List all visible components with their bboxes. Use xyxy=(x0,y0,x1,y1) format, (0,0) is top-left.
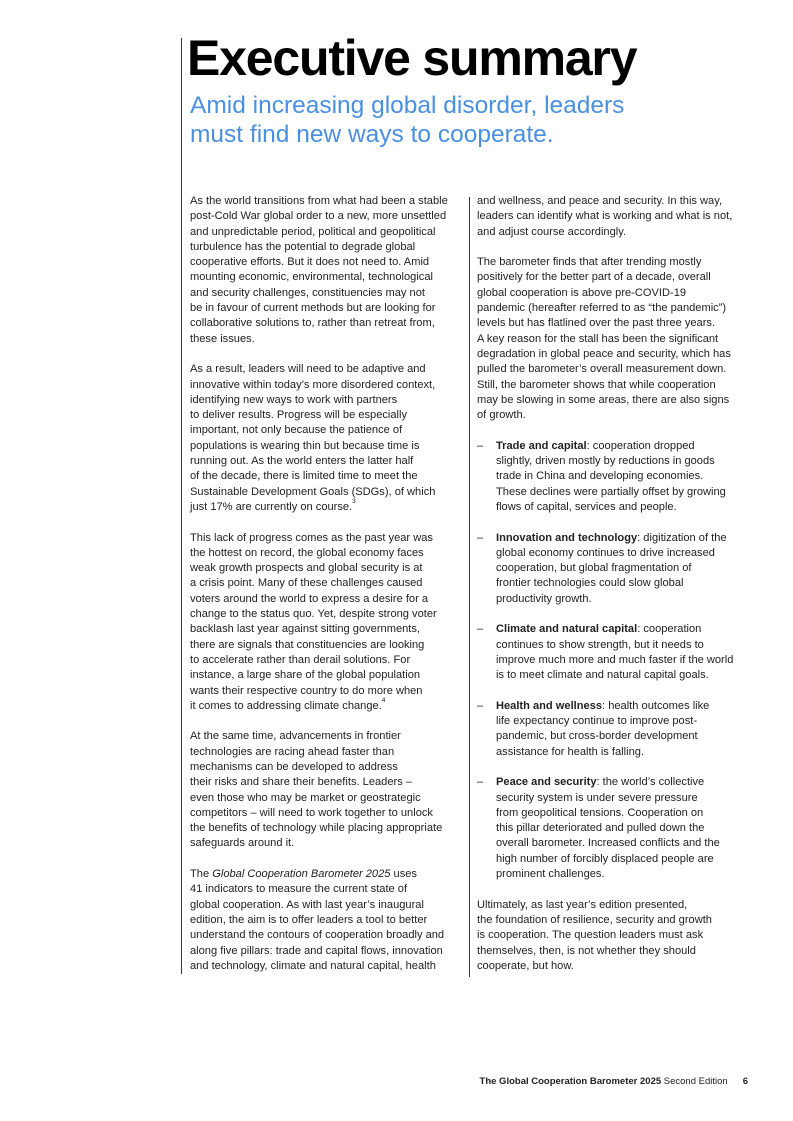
text-line: backlash last year against sitting governments, xyxy=(190,623,421,636)
text-line: running out. As the world enters the latter half xyxy=(190,455,414,468)
text-line: cooperative efforts. But it does not need to. Amid xyxy=(190,256,430,269)
text-line: Innovation and technology: digitization of the xyxy=(496,531,727,544)
pillar-name: Innovation and technology xyxy=(496,531,638,544)
pillar-item xyxy=(477,699,753,760)
text-line: edition, the aim is to offer leaders a tool to better xyxy=(190,913,428,926)
paragraph xyxy=(477,255,753,423)
text-line: important, not only because the patience of xyxy=(190,424,403,437)
paragraph xyxy=(190,194,462,347)
text-fragment: The xyxy=(190,868,210,881)
text-line: leaders can identify what is working and what is not, xyxy=(477,210,733,223)
text-line: the benefits of technology while placing appropriate xyxy=(190,822,443,835)
text-line: change to the status quo. Yet, despite strong voter xyxy=(190,608,437,621)
text-line: 41 indicators to measure the current state of xyxy=(190,883,408,896)
text-line: to accelerate rather than derail solutions. For xyxy=(190,653,411,666)
pillar-item xyxy=(477,531,753,607)
text-line: Peace and security: the world’s collective xyxy=(496,776,705,789)
right-column xyxy=(477,194,753,989)
text-line: levels but has flatlined over the past three years. xyxy=(477,317,716,330)
text-line: pandemic (hereafter referred to as “the pandemic”) xyxy=(477,302,727,315)
text-line: instance, a large share of the global population xyxy=(190,669,421,682)
text-fragment: just 17% are currently on course. xyxy=(190,500,353,513)
text-line: trade in China and developing economies. xyxy=(496,470,704,483)
text-line: pandemic, but cross-border development xyxy=(496,730,698,743)
text-line: even those who may be market or geostrategic xyxy=(190,791,421,804)
subtitle-line: must find new ways to cooperate. xyxy=(190,121,554,148)
text-line: These declines were partially offset by growing xyxy=(496,485,726,498)
text-line: the foundation of resilience, security and growth xyxy=(477,913,712,926)
left-column xyxy=(190,194,462,989)
text-line: Still, the barometer shows that while cooperation xyxy=(477,378,716,391)
text-line: is to meet climate and natural capital goals. xyxy=(496,669,709,682)
text-line: and security challenges, constituencies may not xyxy=(190,286,425,299)
bullet-dash: – xyxy=(477,623,484,636)
text-line: life expectancy continue to improve post- xyxy=(496,715,698,728)
text-line xyxy=(190,497,462,515)
text-line: improve much more and much faster if the world xyxy=(496,653,734,666)
footer-publication: The Global Cooperation Barometer 2025 xyxy=(479,1076,662,1087)
column-divider-rule xyxy=(469,197,470,977)
text-line: and unpredictable period, political and geopolitical xyxy=(190,225,436,238)
text-line: is cooperation. The question leaders must ask xyxy=(477,929,704,942)
text-fragment: it comes to addressing climate change. xyxy=(190,699,382,712)
text-line: may be slowing in some areas, there are also signs xyxy=(477,393,730,406)
paragraph xyxy=(190,362,462,515)
paragraph xyxy=(477,898,753,974)
page-title: Executive summary xyxy=(187,30,637,86)
pillar-name: Climate and natural capital xyxy=(496,623,638,636)
text-line: frontier technologies could slow global xyxy=(496,577,684,590)
page-number: 6 xyxy=(742,1076,748,1087)
text-line: to deliver results. Progress will be especially xyxy=(190,409,408,422)
pillar-name: Trade and capital xyxy=(496,439,587,452)
text-line: continues to show strength, but it needs to xyxy=(496,638,704,651)
text-line: innovative within today’s more disordered context, xyxy=(190,378,436,391)
text-line: a crisis point. Many of these challenges caused xyxy=(190,577,423,590)
text-line: the hottest on record, the global economy faces xyxy=(190,546,424,559)
text-line: their risks and share their benefits. Leaders – xyxy=(190,776,412,789)
text-line: along five pillars: trade and capital flows, innovation xyxy=(190,944,443,957)
text-line: and wellness, and peace and security. In this way, xyxy=(477,195,723,207)
text-line: populations is wearing thin but because time is xyxy=(190,439,420,452)
text-line: The barometer finds that after trending mostly xyxy=(477,256,702,269)
text-line: high number of forcibly displaced people are xyxy=(496,852,714,865)
text-line: Ultimately, as last year’s edition presented, xyxy=(477,898,688,911)
text-line: Climate and natural capital: cooperation xyxy=(496,623,702,636)
text-line xyxy=(190,696,462,714)
text-line: collaborative solutions to, rather than retreat from, xyxy=(190,317,435,330)
paragraph xyxy=(190,729,462,851)
text-line: this pillar deteriorated and pulled down the xyxy=(496,822,705,835)
text-line: mounting economic, environmental, technological xyxy=(190,271,433,284)
footnote-ref: 4 xyxy=(381,696,386,704)
text-line: assistance for health is falling. xyxy=(496,745,644,758)
page-footer xyxy=(0,1076,748,1087)
text-line: global cooperation is above pre-COVID-19 xyxy=(477,286,687,299)
text-line: voters around the world to express a desire for a xyxy=(190,592,429,605)
text-line: of growth. xyxy=(477,409,526,422)
footnote-ref: 3 xyxy=(352,497,356,505)
pillar-list xyxy=(477,439,753,883)
text-line: wants their respective country to do more when xyxy=(190,684,423,697)
bullet-dash: – xyxy=(477,776,484,789)
text-line: these issues. xyxy=(190,332,255,345)
text-line: be in favour of current methods but are looking for xyxy=(190,302,436,315)
text-line: overall barometer. Increased conflicts and the xyxy=(496,837,720,850)
text-line: and technology, climate and natural capital, health xyxy=(190,959,436,972)
page-subtitle xyxy=(190,91,710,149)
text-line: Health and wellness: health outcomes like xyxy=(496,699,710,712)
text-line: cooperation, but global fragmentation of xyxy=(496,562,692,575)
paragraph xyxy=(190,531,462,715)
bullet-dash: – xyxy=(477,439,484,452)
text-line: Trade and capital: cooperation dropped xyxy=(496,439,695,452)
text-line: degradation in global peace and security, which has xyxy=(477,347,731,360)
text-line: themselves, then, is not whether they should xyxy=(477,944,696,957)
text-line: identifying new ways to work with partners xyxy=(190,393,398,406)
text-line: prominent challenges. xyxy=(496,868,605,881)
text-line: security system is under severe pressure xyxy=(496,791,698,804)
bullet-dash: – xyxy=(477,699,484,712)
text-line: As a result, leaders will need to be adaptive and xyxy=(190,363,426,376)
publication-title: Global Cooperation Barometer 2025 xyxy=(212,868,391,881)
text-line: As the world transitions from what had been a stable xyxy=(190,195,448,207)
text-line: weak growth prospects and global security is at xyxy=(190,562,423,575)
text-line: mechanisms can be developed to address xyxy=(190,760,398,773)
text-line: post-Cold War global order to a new, more unsettled xyxy=(190,210,447,223)
text-line: understand the contours of cooperation broadly and xyxy=(190,929,445,942)
text-line: there are signals that constituencies are looking xyxy=(190,638,425,651)
text-line: productivity growth. xyxy=(496,592,592,605)
pillar-item xyxy=(477,439,753,515)
paragraph xyxy=(477,194,753,240)
footer-edition: Second Edition xyxy=(663,1076,728,1087)
text-line: Sustainable Development Goals (SDGs), of which xyxy=(190,485,436,498)
text-line: competitors – will need to work together to unlock xyxy=(190,806,433,819)
pillar-name: Peace and security xyxy=(496,776,597,789)
paragraph xyxy=(190,867,462,974)
text-line: safeguards around it. xyxy=(190,837,295,850)
pillar-item xyxy=(477,622,753,683)
text-line: slightly, driven mostly by reductions in goods xyxy=(496,455,715,468)
text-line: of the decade, there is limited time to meet the xyxy=(190,470,418,483)
title-vertical-rule xyxy=(181,38,182,974)
pillar-name: Health and wellness xyxy=(496,699,603,712)
text-line: global economy continues to drive increased xyxy=(496,546,715,559)
pillar-item xyxy=(477,775,753,882)
text-line: from geopolitical tensions. Cooperation on xyxy=(496,806,704,819)
text-line: A key reason for the stall has been the significant xyxy=(477,332,719,345)
text-line xyxy=(190,867,462,882)
text-fragment: uses xyxy=(393,868,417,881)
text-line: pulled the barometer’s overall measurement down. xyxy=(477,363,727,376)
text-line: cooperate, but how. xyxy=(477,959,574,972)
text-line: global cooperation. As with last year’s inaugural xyxy=(190,898,424,911)
text-line: and adjust course accordingly. xyxy=(477,225,627,238)
text-line: flows of capital, services and people. xyxy=(496,500,677,513)
text-line: At the same time, advancements in frontier xyxy=(190,730,401,743)
subtitle-line: Amid increasing global disorder, leaders xyxy=(190,92,625,119)
text-line: technologies are racing ahead faster than xyxy=(190,745,395,758)
text-line: This lack of progress comes as the past year was xyxy=(190,531,433,544)
text-line: turbulence has the potential to degrade global xyxy=(190,240,416,253)
bullet-dash: – xyxy=(477,531,484,544)
text-line: positively for the better part of a decade, overall xyxy=(477,271,711,284)
